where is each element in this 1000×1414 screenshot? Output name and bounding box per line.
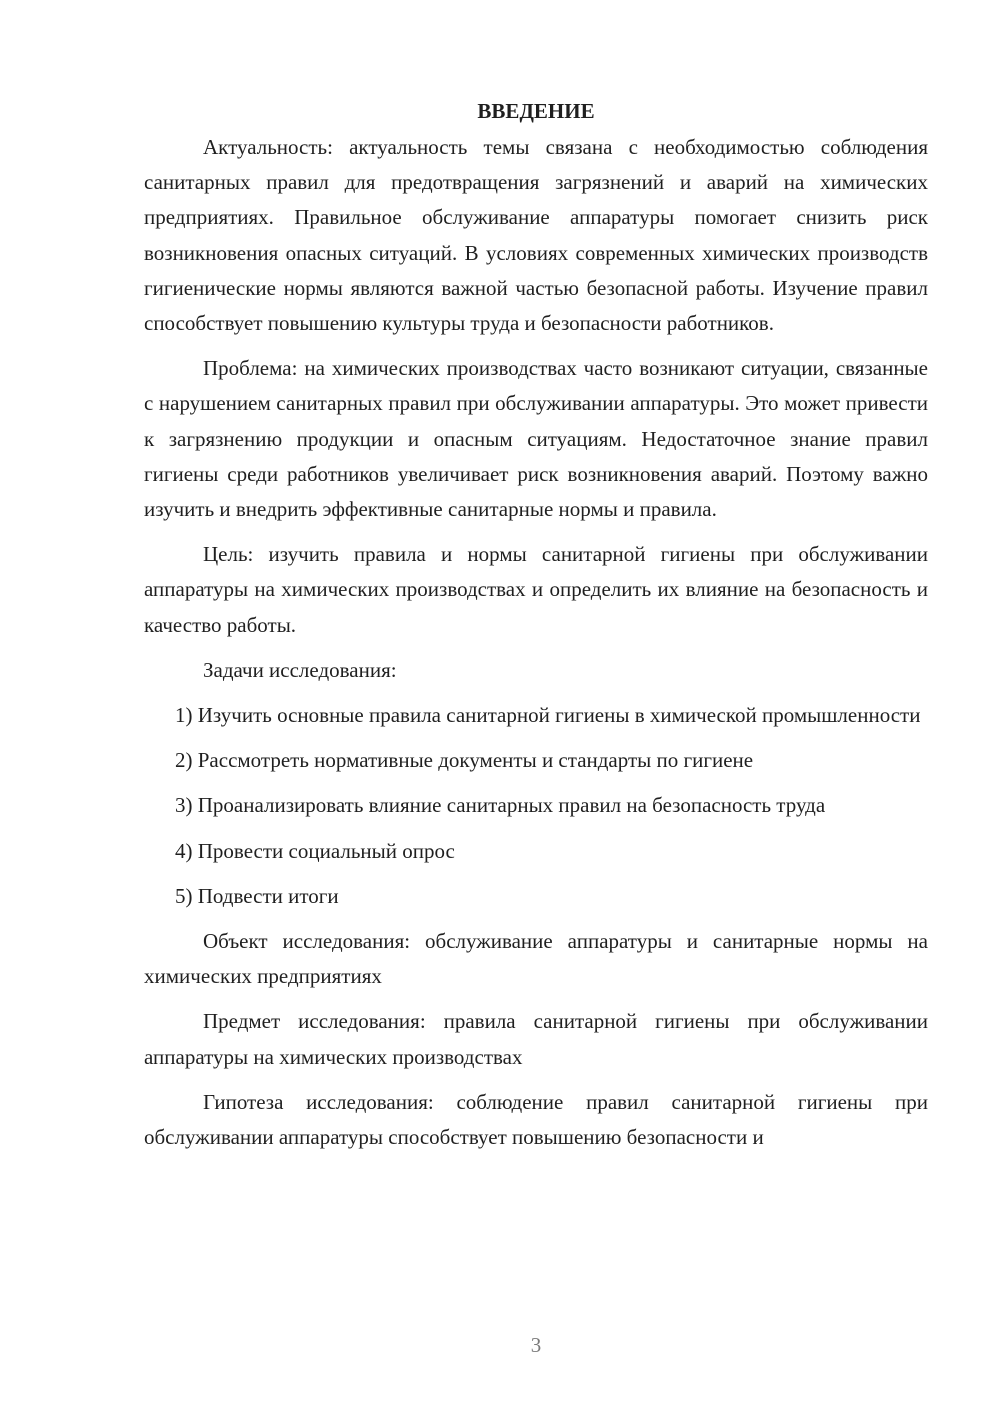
paragraph-hypothesis: Гипотеза исследования: соблюдение правил санитарной гигиены при обслуживании аппаратуры способствует повышению безопасности и — [144, 1089, 928, 1150]
paragraph-goal: Цель: изучить правила и нормы санитарной гигиены при обслуживании аппаратуры на химических производствах и определить их влияние на безопасность и качество работы. — [144, 542, 928, 637]
task-item-2: 2) Рассмотреть нормативные документы и стандарты по гигиене — [175, 748, 754, 773]
page-number: 3 — [530, 1333, 542, 1357]
paragraph-tasks-heading: Задачи исследования: — [203, 657, 397, 682]
task-item-3: 3) Проанализировать влияние санитарных правил на безопасность труда — [175, 793, 826, 818]
task-item-5: 5) Подвести итоги — [175, 883, 339, 908]
task-item-4: 4) Провести социальный опрос — [175, 838, 455, 863]
paragraph-object: Объект исследования: обслуживание аппаратуры и санитарные нормы на химических предприятиях — [144, 929, 928, 989]
paragraph-problem: Проблема: на химических производствах часто возникают ситуации, связанные с нарушением санитарных правил при обслуживании аппаратуры. Это может привести к загрязнению продукции и опасным ситуациям. Недостаточное знание правил гигиены среди работников увеличивает риск возникновения аварий. Поэтому важно изучить и внедрить эффективные санитарные нормы и правила. — [144, 356, 928, 522]
task-item-1: 1) Изучить основные правила санитарной гигиены в химической промышленности — [175, 703, 921, 728]
section-title: ВВЕДЕНИЕ — [477, 99, 595, 123]
document-page — [144, 90, 928, 1155]
paragraph-subject: Предмет исследования: правила санитарной гигиены при обслуживании аппаратуры на химических производствах — [144, 1009, 928, 1069]
paragraph-relevance: Актуальность: актуальность темы связана с необходимостью соблюдения санитарных правил для предотвращения загрязнений и аварий на химических предприятиях. Правильное обслуживание аппаратуры помогает снизить риск возникновения опасных ситуаций. В условиях современных химических производств гигиенические нормы являются важной частью безопасной работы. Изучение правил способствует повышению культуры труда и безопасности работников. — [144, 135, 928, 336]
